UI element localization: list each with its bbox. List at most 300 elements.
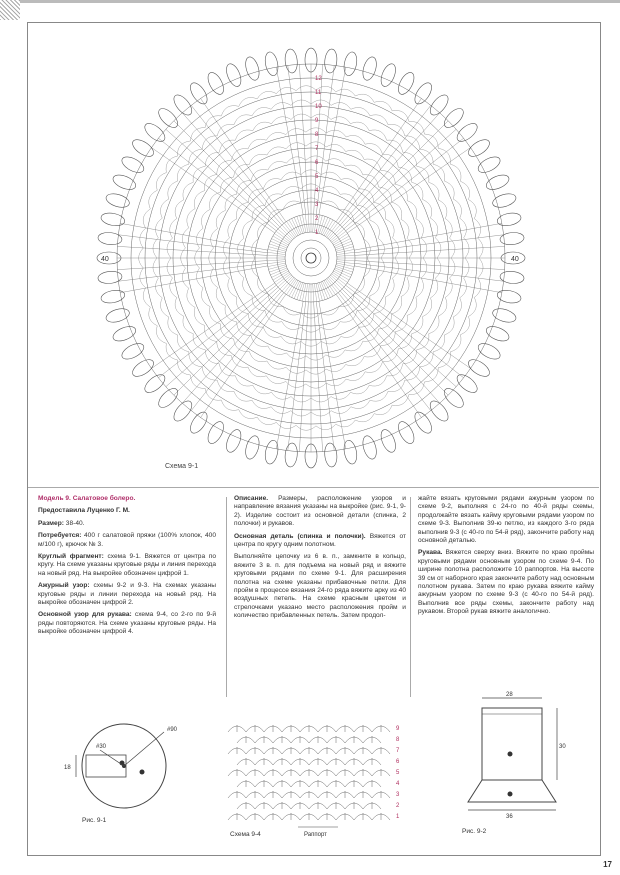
stitch: [300, 215, 305, 232]
arch: [248, 139, 266, 149]
stitch: [333, 234, 348, 244]
stitch: [336, 265, 353, 270]
arch: [276, 422, 296, 428]
arch: [424, 134, 438, 148]
arch: [234, 115, 252, 125]
stitch: [287, 221, 297, 236]
arch: [205, 388, 221, 400]
petal: [187, 80, 210, 107]
arch: [183, 316, 193, 334]
arch: [339, 209, 354, 222]
stitch: [280, 276, 293, 289]
spoke: [117, 261, 267, 270]
arch: [211, 229, 218, 248]
arch: [421, 238, 427, 258]
petal: [476, 154, 503, 176]
arch: [381, 170, 396, 184]
arch: [424, 368, 438, 382]
ring: [301, 248, 321, 268]
arch: [370, 115, 388, 125]
arch: [140, 228, 146, 248]
fig1-dim-b: #30: [96, 744, 107, 750]
arch: [248, 367, 266, 377]
column-divider-2: [410, 497, 411, 697]
stitch: [302, 215, 306, 233]
petal: [491, 306, 517, 324]
row-label: 2: [315, 216, 319, 222]
arch: [177, 360, 190, 375]
arch: [387, 140, 403, 152]
arch: [217, 342, 232, 356]
spoke: [355, 263, 504, 281]
stitch: [316, 284, 320, 302]
arch: [363, 175, 379, 187]
spoke: [117, 246, 267, 255]
petal: [284, 442, 298, 467]
stitch: [329, 276, 342, 289]
arch: [429, 182, 439, 200]
fig2-top: 28: [506, 692, 513, 698]
description-label: Описание.: [234, 495, 269, 502]
row-label: 4: [315, 188, 319, 194]
arch: [205, 116, 221, 128]
row-label: 11: [315, 90, 322, 96]
petal: [484, 324, 511, 344]
arch: [370, 391, 388, 401]
petal: [491, 191, 517, 209]
corner-pattern: [0, 0, 20, 20]
row-label: 1: [315, 230, 319, 236]
arch: [417, 334, 429, 350]
stitch: [268, 247, 285, 252]
arch: [326, 130, 346, 137]
arch: [383, 349, 399, 362]
petal: [324, 48, 338, 73]
arch: [149, 190, 158, 209]
spoke: [299, 302, 308, 452]
stitch: [331, 229, 345, 241]
model-title: Модель 9. Салатовое болеро.: [38, 495, 136, 502]
arch: [407, 201, 417, 219]
rapport-label: Раппорт: [304, 832, 327, 838]
arch: [170, 278, 177, 298]
fig1-caption: Рис. 9-1: [82, 817, 107, 824]
arch: [445, 278, 452, 298]
arch: [243, 278, 253, 296]
section-divider: [28, 487, 599, 488]
arch: [263, 179, 281, 189]
arch: [156, 326, 166, 344]
stitch: [325, 280, 335, 295]
stitch: [267, 261, 285, 263]
arch: [370, 278, 380, 296]
arch: [460, 218, 467, 238]
petal: [412, 409, 435, 436]
arch: [326, 144, 346, 151]
arch: [271, 102, 291, 109]
spoke: [355, 261, 505, 270]
fig1-dim-c: 18: [64, 765, 71, 771]
stitch: [333, 272, 348, 282]
stitch: [300, 283, 305, 300]
petal: [395, 419, 417, 446]
stitch: [267, 260, 285, 261]
arch: [193, 166, 205, 182]
spoke: [276, 301, 303, 449]
size-label: Размер:: [38, 519, 64, 527]
arch: [140, 268, 146, 288]
scheme-row-number: 3: [396, 792, 400, 798]
arch: [374, 405, 392, 415]
arch: [339, 294, 354, 307]
stitch: [274, 272, 289, 282]
stitch: [337, 260, 355, 261]
arch: [153, 258, 158, 278]
petal: [111, 172, 138, 192]
petal: [454, 371, 480, 396]
arch: [187, 209, 195, 228]
arch: [221, 106, 238, 116]
arch: [296, 86, 316, 91]
arch: [286, 143, 306, 149]
row-label: 3: [315, 202, 319, 208]
arch: [336, 89, 355, 96]
arch: [237, 181, 251, 195]
arch: [345, 165, 363, 175]
stitch: [328, 225, 340, 239]
petal: [360, 434, 378, 460]
arch: [391, 297, 401, 314]
stitch: [267, 255, 285, 256]
stitch: [305, 214, 307, 232]
ring: [293, 240, 329, 276]
arch: [234, 391, 252, 401]
arch: [450, 335, 461, 352]
sleeve-pattern-label: Основной узор для рукава:: [38, 611, 132, 619]
scheme-row-number: 2: [396, 803, 400, 809]
top-rule: [20, 0, 620, 3]
arch: [365, 362, 383, 373]
arch: [345, 341, 363, 351]
spoke: [120, 266, 268, 293]
scheme4-caption: Схема 9-4: [230, 831, 261, 838]
arch: [231, 356, 248, 368]
fig1-dim-a: #90: [167, 727, 178, 733]
column-1: [38, 495, 216, 641]
fig2-bottom: 36: [506, 814, 513, 820]
spoke: [316, 65, 334, 214]
arch: [217, 160, 232, 174]
arch: [341, 327, 359, 337]
arch: [365, 144, 383, 155]
stitch: [337, 263, 355, 267]
petal: [454, 120, 480, 145]
materials-label: Потребуется:: [38, 532, 82, 540]
main-crochet-diagram: [55, 30, 567, 480]
petal: [284, 48, 298, 73]
scheme-row-number: 9: [396, 726, 400, 732]
continuation-text: жайте вязать круговыми рядами ажурным узором по схеме 9-2, выполняя с 24-го по 40-й ряды схемы, продолжайте вязать кайму круговыми рядами узором по схеме 9-3. Выполнив 39-ю петлю, из каждого 3-го ряда выполнив 9-3 (с 40-го по 54-й ряд), закончите работу над основной деталью.: [418, 495, 594, 545]
scheme-row-number: 1: [396, 814, 400, 820]
arch: [193, 334, 205, 350]
center-ring: [306, 253, 316, 263]
stitch: [274, 234, 289, 244]
arch: [429, 316, 439, 334]
arch: [183, 182, 193, 200]
stitch: [329, 227, 342, 240]
stitch: [280, 227, 293, 240]
mark-left: 40: [101, 256, 109, 263]
petal: [119, 340, 146, 362]
arch: [237, 322, 251, 336]
arch: [170, 219, 177, 239]
stitch: [267, 252, 285, 254]
stitch: [314, 284, 316, 302]
arch: [464, 238, 469, 258]
petal: [224, 62, 244, 89]
arch: [417, 166, 429, 182]
stitch: [337, 255, 355, 256]
mark-right: 40: [511, 256, 519, 263]
petal: [378, 428, 398, 455]
lace-pattern-label: Ажурный узор:: [38, 582, 90, 590]
petal: [104, 306, 130, 324]
stitch: [268, 249, 286, 253]
petal: [224, 428, 244, 455]
stitch: [305, 284, 307, 302]
lace-pattern-text: схемы 9-2 и 9-3. На схемах указаны круговые ряды и линии перехода на новый ряд. На выкройке обозначен цифрой 2.: [38, 582, 216, 607]
scheme-row-number: 4: [396, 781, 400, 787]
stitch: [302, 284, 306, 302]
row-label: 10: [315, 104, 322, 110]
main-diagram-caption: Схема 9-1: [165, 463, 199, 470]
main-part-text: Вяжется от центра по кругу одним полотном.: [234, 532, 406, 549]
petal: [104, 191, 130, 209]
arch: [194, 191, 204, 209]
arch: [412, 182, 423, 199]
arch: [235, 376, 253, 386]
arch: [231, 149, 248, 161]
row-label: 12: [315, 76, 322, 82]
sleeves-text: Вяжется сверху вниз. Вяжите по краю проймы круговыми рядами основным узором по схеме 9-4. По ширине полотна расположите 10 раппортов. На высоте 39 см от наборного края закончите работу над основным полотном рукава. Затем по краю рукава вяжите кайму ажурным узором по схеме 9-3 (с 40-го по 54-й ряд). Выполнив все ряды схемы, закончите работу над рукавом. Второй рукав вяжите аналогично.: [418, 549, 594, 616]
spoke: [355, 235, 504, 253]
arch: [143, 209, 150, 228]
arch: [276, 87, 296, 93]
arch: [387, 364, 403, 376]
arch: [331, 117, 351, 124]
size-value: 38-40.: [65, 519, 85, 527]
stitch: [337, 249, 355, 253]
arch: [271, 407, 291, 414]
stitch: [282, 225, 294, 239]
spoke: [354, 223, 502, 250]
spoke: [355, 246, 505, 255]
stitch: [328, 278, 340, 292]
arch: [291, 100, 311, 105]
arch: [272, 392, 292, 399]
arch: [306, 383, 326, 388]
stitch: [313, 214, 314, 232]
arch: [219, 140, 235, 152]
arch: [249, 154, 267, 164]
arch: [263, 327, 281, 337]
row-label: 5: [315, 174, 319, 180]
stitch: [318, 215, 323, 232]
stitch: [308, 214, 309, 232]
arch: [326, 379, 346, 386]
arch: [153, 238, 158, 258]
petal: [412, 80, 435, 107]
petal: [324, 442, 338, 467]
arch: [412, 317, 423, 334]
scheme-row-number: 6: [396, 759, 400, 765]
row-label: 9: [315, 118, 319, 124]
scheme-9-4: [222, 718, 412, 848]
stitch: [313, 284, 314, 302]
petal: [119, 154, 146, 176]
arch: [257, 417, 276, 424]
stitch: [337, 252, 355, 254]
spoke: [354, 266, 502, 293]
sleeves-label: Рукава.: [418, 549, 443, 557]
arch: [331, 392, 351, 399]
arch: [374, 101, 392, 111]
stitch: [282, 278, 294, 292]
main-part-label: Основная деталь (спинка и полочки).: [234, 532, 366, 540]
petal: [205, 419, 227, 446]
arch: [336, 420, 355, 427]
arch: [155, 218, 162, 238]
arch: [421, 258, 427, 278]
arch: [369, 376, 387, 386]
row-label: 6: [315, 160, 319, 166]
scheme-row-number: 5: [396, 770, 400, 776]
arch: [331, 407, 351, 414]
arch: [444, 317, 454, 335]
arch: [460, 278, 467, 298]
arch: [190, 128, 205, 141]
arch: [370, 220, 380, 238]
arch: [210, 192, 221, 209]
arch: [268, 294, 283, 307]
petal: [484, 172, 511, 192]
row-label: 8: [315, 132, 319, 138]
arch: [234, 339, 250, 352]
petal: [142, 371, 168, 396]
arch: [143, 288, 150, 307]
arch: [383, 154, 399, 167]
arch: [431, 278, 438, 298]
stitch: [337, 261, 355, 263]
arch: [363, 329, 379, 341]
arch: [450, 164, 461, 181]
stitch: [336, 247, 353, 252]
arch: [407, 297, 417, 315]
petal: [476, 340, 503, 362]
arch: [341, 179, 359, 189]
arch: [194, 307, 204, 325]
petal: [395, 70, 417, 97]
arch: [257, 91, 276, 98]
arch: [316, 424, 336, 430]
stitch: [278, 275, 292, 287]
arch: [249, 351, 267, 361]
petal: [142, 120, 168, 145]
scheme-row-number: 7: [396, 748, 400, 754]
arch: [177, 141, 190, 156]
stitch: [268, 263, 286, 267]
arch: [291, 411, 311, 416]
arch: [444, 181, 454, 199]
round-fragment-text: схема 9-1. Вяжется от центра по кругу. На схеме указаны круговые ряды и линия перехода на новый ряд. На выкройке обозначен цифрой 1.: [38, 553, 216, 577]
stitch: [325, 221, 335, 236]
arch: [156, 173, 166, 191]
petal: [205, 70, 227, 97]
main-part-instructions: Выполняйте цепочку из 6 в. п., замкните в кольцо, вяжите 3 в. п. для подъема на новый ряд и вяжите круговыми рядами по схеме 9-1. Для расширения полотна на схеме указаны прибавочные петли. Для пройм в процессе вязания 24-го ряда вяжите арку из 40 воздушных петель. На схеме красным цветом и стрелочками указано место расположения пройм и количество прибавленных петель. Затем продол-: [234, 553, 406, 620]
arch: [286, 367, 306, 373]
stitch: [318, 283, 323, 300]
arch: [243, 220, 253, 238]
arch: [391, 202, 401, 219]
column-divider-1: [226, 497, 227, 697]
arch: [326, 365, 346, 372]
arch: [221, 400, 238, 410]
petal: [243, 55, 261, 81]
arch: [211, 268, 218, 287]
arch: [168, 181, 178, 199]
petal: [378, 62, 398, 89]
row-label: 7: [315, 146, 319, 152]
petal: [360, 55, 378, 81]
arch: [464, 258, 469, 278]
stitch: [287, 280, 297, 295]
arch: [435, 258, 441, 278]
sleeve-pattern-text: схема 9-4, со 2-го по 9-й ряды повторяются. На схеме указаны круговые ряды. На выкройке обозначен цифрой 4.: [38, 611, 216, 636]
petal: [243, 434, 261, 460]
arch: [296, 425, 316, 430]
arch: [168, 317, 178, 335]
arch: [219, 364, 235, 376]
spoke: [120, 223, 268, 250]
column-2: [234, 495, 406, 625]
scheme-row-number: 8: [396, 737, 400, 743]
petal: [187, 409, 210, 436]
petal: [111, 324, 138, 344]
author: Предоставила Луценко Г. М.: [38, 507, 130, 515]
fig2-caption: Рис. 9-2: [462, 828, 487, 835]
spoke: [316, 302, 334, 451]
spoke: [276, 67, 303, 215]
stitch: [308, 284, 309, 302]
column-3: [418, 495, 594, 621]
arch: [190, 375, 205, 388]
materials-value: 400 г салатовой пряжи (100% хлопок, 400 м/100 г), крючок № 3.: [38, 532, 216, 548]
arch: [331, 102, 351, 109]
arch: [235, 130, 253, 140]
arch: [438, 352, 450, 368]
fig2-side: 30: [559, 744, 566, 750]
stitch: [278, 229, 292, 241]
arch: [272, 117, 292, 124]
description-text: Размеры, расположение узоров и направление вязания указаны на выкройке (рис. 9-1, 9-2). Изделие состоит из основной детали (спинка, 2 полочки) и рукавов.: [234, 495, 406, 528]
arch: [369, 130, 387, 140]
arch: [381, 332, 396, 346]
spoke: [299, 64, 308, 214]
arch: [149, 307, 158, 326]
arch: [155, 278, 162, 298]
arch: [407, 238, 413, 258]
figure-9-1: [60, 718, 200, 828]
